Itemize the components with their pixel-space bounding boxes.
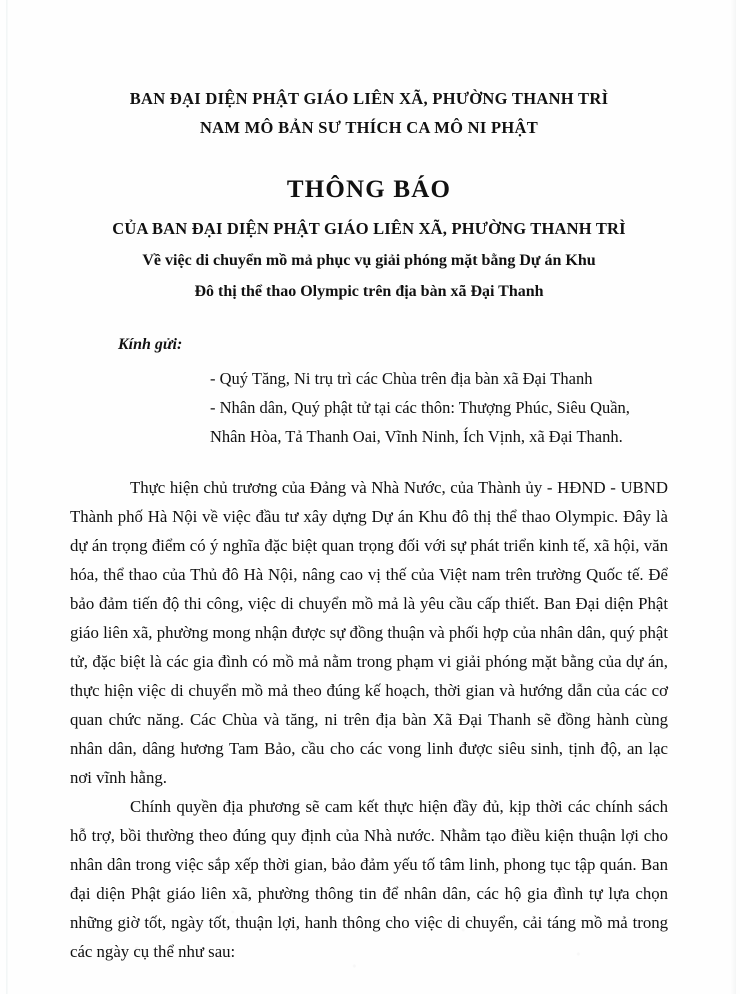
scan-edge-left (6, 0, 8, 994)
title-issuer: CỦA BAN ĐẠI DIỆN PHẬT GIÁO LIÊN XÃ, PHƯỜNG THANH TRÌ (112, 219, 626, 238)
organization-header (70, 84, 668, 142)
organization-line-2: NAM MÔ BẢN SƯ THÍCH CA MÔ NI PHẬT (199, 118, 539, 137)
list-item: - Quý Tăng, Ni trụ trì các Chùa trên địa bàn xã Đại Thanh (210, 369, 593, 388)
organization-line-1: BAN ĐẠI DIỆN PHẬT GIÁO LIÊN XÃ, PHƯỜNG THANH TRÌ (129, 89, 609, 108)
body-paragraph-1: Thực hiện chủ trương của Đảng và Nhà Nước, của Thành ủy - HĐND - UBND Thành phố Hà Nội về việc đầu tư xây dựng Dự án Khu đô thị thể thao Olympic. Đây là dự án trọng điểm có ý nghĩa đặc biệt quan trọng đối với sự phát triển kinh tế, xã hội, văn hóa, thể thao của Thủ đô Hà Nội, nâng cao vị thế của Việt nam trên trường Quốc tế. Để bảo đảm tiến độ thi công, việc di chuyển mồ mả là yêu cầu cấp thiết. Ban Đại diện Phật giáo liên xã, phường mong nhận được sự đồng thuận và phối hợp của nhân dân, quý phật tử, đặc biệt là các gia đình có mồ mả nằm trong phạm vi giải phóng mặt bằng của dự án, thực hiện việc di chuyển mồ mả theo đúng kế hoạch, thời gian và hướng dẫn của các cơ quan chức năng. Các Chùa và tăng, ni trên địa bàn Xã Đại Thanh sẽ đồng hành cùng nhân dân, dâng hương Tam Bảo, cầu cho các vong linh được siêu sinh, tịnh độ, an lạc nơi vĩnh hằng. (70, 478, 668, 787)
recipients-list (210, 364, 668, 451)
body-paragraph-2: Chính quyền địa phương sẽ cam kết thực hiện đầy đủ, kịp thời các chính sách hỗ trợ, bồi thường theo đúng quy định của Nhà nước. Nhằm tạo điều kiện thuận lợi cho nhân dân trong việc sắp xếp thời gian, bảo đảm yếu tố tâm linh, phong tục tập quán. Ban đại diện Phật giáo liên xã, phường thông tin để nhân dân, các hộ gia đình tự lựa chọn những giờ tốt, ngày tốt, thuận lợi, hanh thông cho việc di chuyển, cải táng mồ mả trong các ngày cụ thể như sau: (70, 797, 668, 961)
title-subject-line-1: Về việc di chuyển mồ mả phục vụ giải phóng mặt bằng Dự án Khu (142, 252, 596, 269)
title-subject-line-2: Đô thị thể thao Olympic trên địa bàn xã Đại Thanh (194, 283, 544, 300)
page-title: THÔNG BÁO (286, 176, 452, 203)
list-item: - Nhân dân, Quý phật tử tại các thôn: Thượng Phúc, Siêu Quần, (210, 398, 630, 417)
list-item: Nhân Hòa, Tả Thanh Oai, Vĩnh Ninh, Ích Vịnh, xã Đại Thanh. (210, 427, 623, 446)
recipients-label: Kính gửi: (118, 336, 183, 353)
scan-edge-right (731, 0, 736, 994)
document-body (70, 473, 668, 966)
document-content (70, 0, 668, 994)
